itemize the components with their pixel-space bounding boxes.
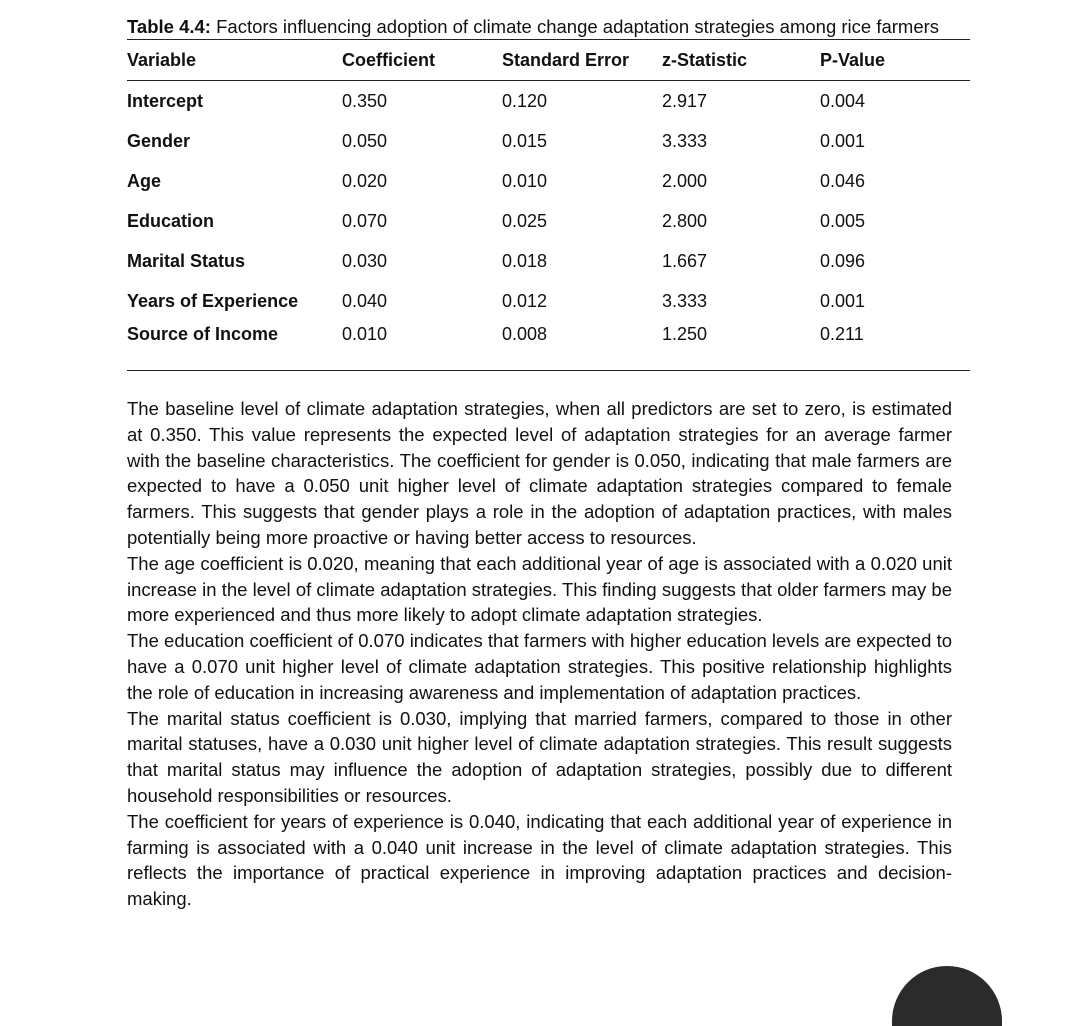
cell-coefficient: 0.020 <box>342 170 388 191</box>
cell-p-value: 0.005 <box>820 210 866 231</box>
table-row <box>127 81 970 122</box>
cell-z-statistic: 3.333 <box>662 290 708 311</box>
cell-coefficient: 0.010 <box>342 321 502 371</box>
header-variable: Variable <box>127 40 342 81</box>
cell-p-value: 0.096 <box>820 250 866 271</box>
header-coefficient: Coefficient <box>342 40 502 81</box>
table-row <box>127 201 970 241</box>
cell-coefficient: 0.350 <box>342 90 388 111</box>
table-row <box>127 121 970 161</box>
table-header-row <box>127 40 970 81</box>
cell-standard-error: 0.018 <box>502 250 548 271</box>
table-row <box>127 281 970 321</box>
cell-standard-error: 0.012 <box>502 290 548 311</box>
table-row <box>127 321 970 371</box>
cell-z-statistic: 1.667 <box>662 250 708 271</box>
header-z-statistic: z-Statistic <box>662 40 820 81</box>
cell-standard-error: 0.010 <box>502 170 548 191</box>
cell-p-value: 0.001 <box>820 130 866 151</box>
cell-coefficient: 0.070 <box>342 210 388 231</box>
cell-z-statistic: 2.800 <box>662 210 708 231</box>
cell-coefficient: 0.050 <box>342 130 388 151</box>
table-caption-label: Table 4.4: <box>127 16 211 37</box>
paragraph-age: The age coefficient is 0.020, meaning that each additional year of age is associated with a 0.020 unit increase in the level of climate adaptation strategies. This finding suggests that older farmers may be more experienced and thus more likely to adopt climate adaptation strategies. <box>127 552 952 626</box>
paragraph-marital-status: The marital status coefficient is 0.030, implying that married farmers, compared to those in other marital statuses, have a 0.030 unit higher level of climate adaptation strategies. This result suggests that marital status may influence the adoption of adaptation strategies, possibly due to different household responsibilities or resources. <box>127 707 952 806</box>
cell-standard-error: 0.025 <box>502 210 548 231</box>
header-p-value: P-Value <box>820 40 970 81</box>
floating-overlay-button[interactable] <box>892 966 1002 1026</box>
paragraph-baseline-gender: The baseline level of climate adaptation strategies, when all predictors are set to zero, is estimated at 0.350. This value represents the expected level of adaptation strategies for an average farmer with the baseline characteristics. The coefficient for gender is 0.050, indicating that male farmers are expected to have a 0.050 unit higher level of climate adaptation strategies compared to female farmers. This suggests that gender plays a role in the adoption of adaptation practices, with males potentially being more proactive or having better access to resources. <box>127 398 952 548</box>
table-row <box>127 161 970 201</box>
cell-p-value: 0.211 <box>820 321 970 371</box>
cell-standard-error: 0.120 <box>502 90 548 111</box>
table-row <box>127 241 970 281</box>
cell-variable: Marital Status <box>127 250 246 271</box>
cell-variable: Education <box>127 210 215 231</box>
cell-p-value: 0.046 <box>820 170 866 191</box>
cell-variable: Years of Experience <box>127 290 299 311</box>
cell-standard-error: 0.008 <box>502 321 662 371</box>
cell-coefficient: 0.030 <box>342 250 388 271</box>
cell-z-statistic: 2.917 <box>662 90 708 111</box>
paragraph-education: The education coefficient of 0.070 indicates that farmers with higher education levels are expected to have a 0.070 unit higher level of climate adaptation strategies. This positive relationship highlights the role of education in increasing awareness and implementation of adaptation practices. <box>127 630 952 703</box>
cell-variable: Age <box>127 170 162 191</box>
cell-standard-error: 0.015 <box>502 130 548 151</box>
cell-p-value: 0.004 <box>820 90 866 111</box>
table-caption <box>127 14 952 39</box>
table-caption-text: Factors influencing adoption of climate change adaptation strategies among rice farmers <box>216 16 940 37</box>
cell-p-value: 0.001 <box>820 290 866 311</box>
header-standard-error: Standard Error <box>502 40 662 81</box>
cell-variable: Intercept <box>127 90 204 111</box>
cell-z-statistic: 3.333 <box>662 130 708 151</box>
cell-z-statistic: 1.250 <box>662 321 820 371</box>
cell-z-statistic: 2.000 <box>662 170 708 191</box>
discussion-text <box>127 396 952 912</box>
cell-variable: Gender <box>127 130 191 151</box>
document-page <box>127 14 970 912</box>
regression-table <box>127 39 970 371</box>
cell-coefficient: 0.040 <box>342 290 388 311</box>
paragraph-experience: The coefficient for years of experience is 0.040, indicating that each additional year of experience in farming is associated with a 0.040 unit increase in the level of climate adaptation strategies. This reflects the importance of practical experience in improving adaptation practices and decision-making. <box>127 810 952 910</box>
cell-variable: Source of Income <box>127 321 342 371</box>
